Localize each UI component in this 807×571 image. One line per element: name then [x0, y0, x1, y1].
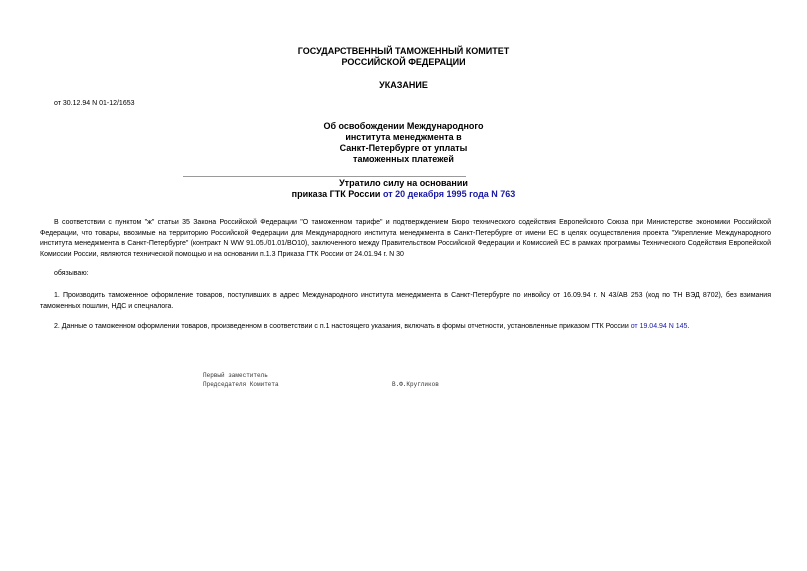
signatory-title-line-1: Первый заместитель — [203, 372, 268, 379]
document-subject — [0, 121, 807, 165]
org-line-1: ГОСУДАРСТВЕННЫЙ ТАМОЖЕННЫЙ КОМИТЕТ — [297, 46, 510, 56]
repeal-line-2-prefix: приказа ГТК России — [291, 189, 383, 199]
subject-line-1: Об освобождении Международного — [323, 121, 484, 131]
document-type: УКАЗАНИЕ — [379, 80, 428, 90]
obligation-word: обязываю: — [54, 270, 89, 277]
issuing-authority — [0, 46, 807, 68]
repeal-line-2 — [0, 189, 807, 200]
repeal-line-1: Утратило силу на основании — [339, 178, 468, 188]
document-date-number: от 30.12.94 N 01-12/1653 — [54, 100, 135, 107]
org-line-2: РОССИЙСКОЙ ФЕДЕРАЦИИ — [341, 57, 466, 67]
subject-line-3: Санкт-Петербурге от уплаты — [339, 143, 468, 153]
subject-line-4: таможенных платежей — [353, 154, 454, 164]
subject-line-2: института менеджмента в — [345, 132, 462, 142]
clause-2-paragraph — [40, 322, 771, 333]
repeal-order-link[interactable]: от 20 декабря 1995 года N 763 — [382, 189, 516, 199]
clause-1-paragraph: 1. Производить таможенное оформление товаров, поступивших в адрес Международного института менеджмента в Санкт-Петербурге по инвойсу от 16.09.94 г. N 43/AB 253 (код по ТН ВЭД 8702), без взимания таможенных пошлин, НДС и спецналога. — [40, 292, 771, 310]
clause-2-end: . — [687, 323, 690, 330]
separator-rule — [183, 176, 466, 177]
signatory-title-line-2: Председателя Комитета — [203, 381, 279, 388]
repeal-status — [0, 178, 807, 200]
preamble-paragraph: В соответствии с пунктом "ж" статьи 35 Закона Российской Федерации "О таможенном тарифе" и подтверждением Бюро технического содействия Европейского Союза при Министерстве экономики Российской Федерации, что товары, ввозимые на территорию Российской Федерации для Международного института менеджмента в Санкт-Петербурге от имени ЕС в целях осуществления проекта "Укрепление Международного института менеджмента в Санкт-Петербурге" (контракт N WW 91.05./01.01/BO10), заключенного между Правительством Российской Федерации и Комиссией ЕС в рамках программы Технического Содействия Европейской Комиссии России, являются технической помощью и на основании п.1.3 Приказа ГТК России от 24.01.94 г. N 30 — [40, 219, 771, 258]
signatory-name: В.Ф.Кругликов — [392, 381, 439, 388]
clause-2-text: 2. Данные о таможенном оформлении товаров, произведенном в соответствии с п.1 настоящего указания, включать в формы отчетности, установленные приказом ГТК России — [54, 323, 631, 330]
order-145-link[interactable]: от 19.04.94 N 145 — [630, 323, 688, 330]
